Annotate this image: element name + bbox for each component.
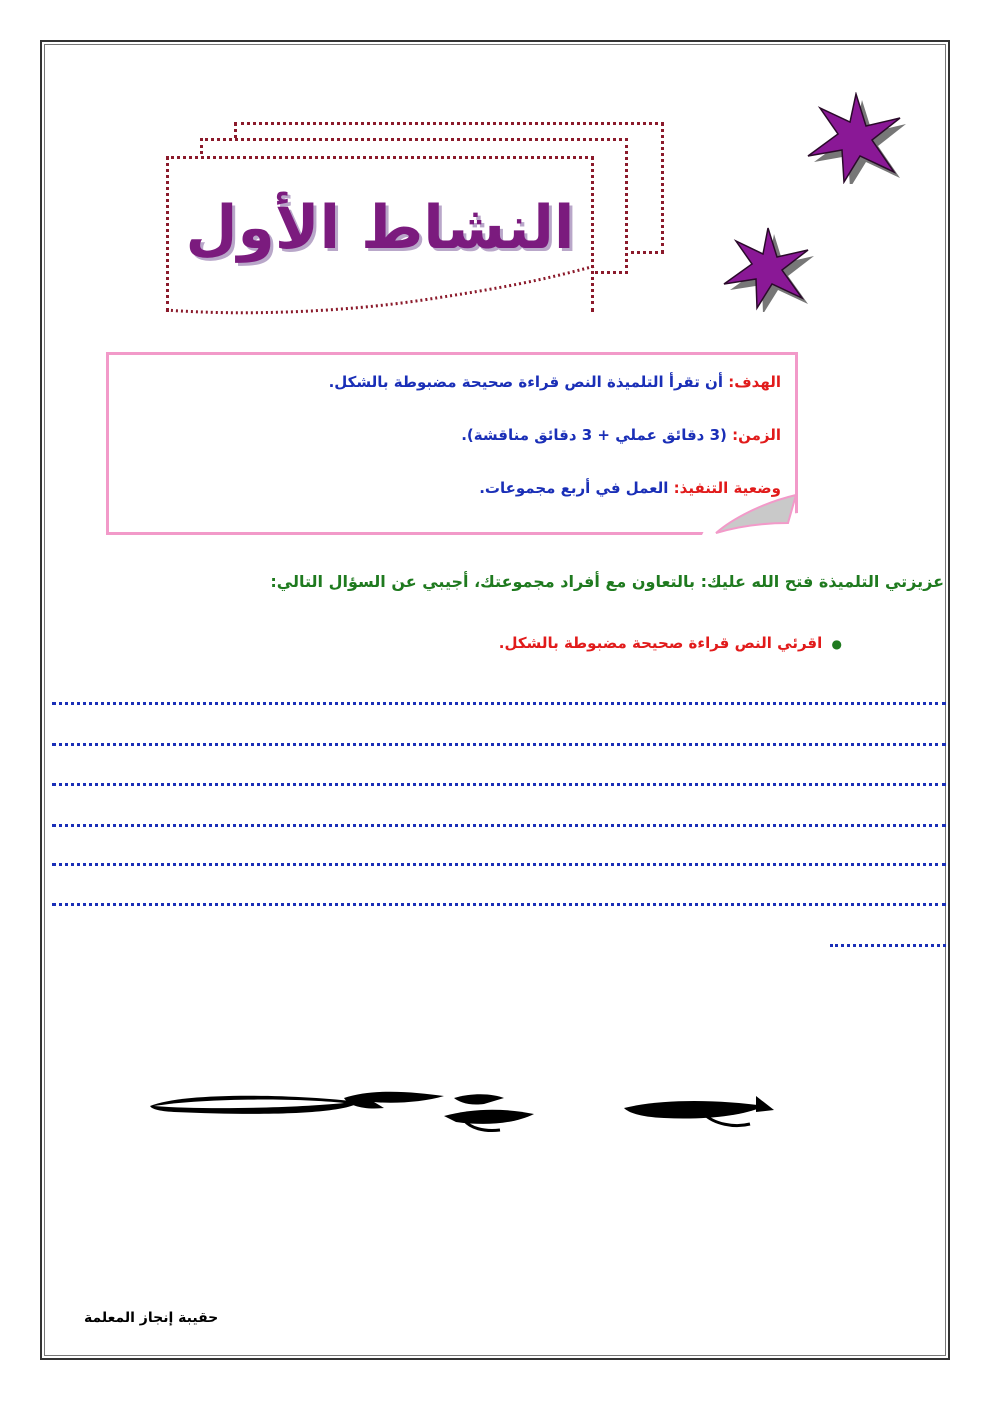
time-text: (3 دقائق عملي + 3 دقائق مناقشة).: [461, 426, 727, 444]
answer-line[interactable]: [52, 743, 946, 746]
answer-line[interactable]: [52, 863, 946, 866]
mode-text: العمل في أربع مجموعات.: [479, 479, 669, 497]
answer-line[interactable]: [52, 783, 946, 786]
time-line: [461, 426, 781, 444]
bullet-icon: ●: [831, 637, 842, 651]
goal-label: الهدف:: [728, 373, 781, 391]
answer-line[interactable]: [52, 824, 946, 827]
answer-line-short[interactable]: [830, 944, 946, 947]
answer-line[interactable]: [52, 903, 946, 906]
task-item: [499, 634, 842, 652]
frame-front-wavy-bottom: [163, 260, 599, 318]
answer-line[interactable]: [52, 702, 946, 705]
time-label: الزمن:: [732, 426, 781, 444]
flower-star-icon: [718, 226, 822, 312]
task-text: اقرئي النص قراءة صحيحة مضبوطة بالشكل.: [498, 634, 823, 652]
page-title: النشاط الأول: [185, 193, 575, 263]
footer-text: حقيبة إنجاز المعلمة: [84, 1310, 219, 1326]
flower-star-icon: [792, 92, 922, 184]
page-curl-icon: [702, 493, 798, 535]
goal-line: [329, 373, 781, 391]
info-box: [106, 352, 798, 535]
mode-label: وضعية التنفيذ:: [673, 479, 781, 497]
goal-text: أن تقرأ التلميذة النص قراءة صحيحة مضبوطة بالشكل.: [328, 373, 723, 391]
intro-text: عزيزتي التلميذة فتح الله عليك: بالتعاون مع أفراد مجموعتك، أجيبي عن السؤال التالي:: [270, 572, 944, 591]
floral-ornament: [144, 1090, 784, 1138]
